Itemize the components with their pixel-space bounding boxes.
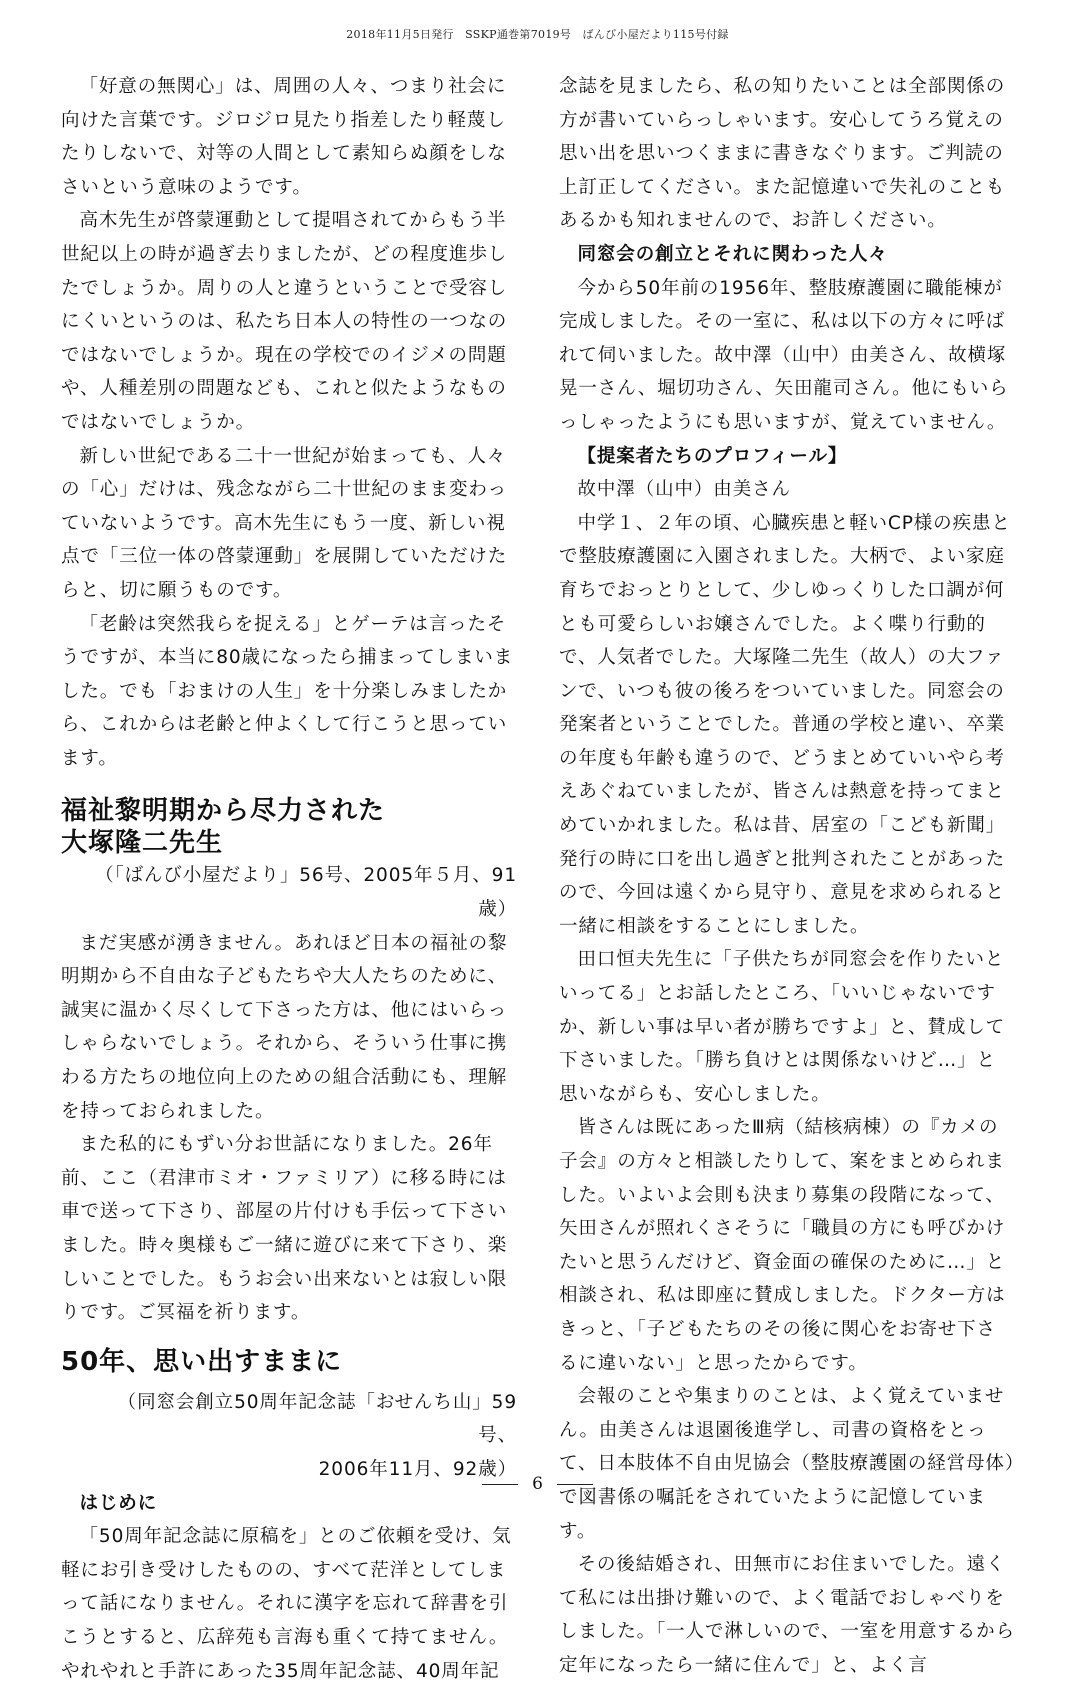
article-title-otsuka [61,795,517,859]
article-title-line: 福祉黎明期から尽力された [61,796,386,827]
article-source-line: （同窓会創立50周年記念誌「おせんち山」59号、 [117,1391,517,1447]
paragraph: 「老齢は突然我らを捉える」とゲーテは言ったそうですが、本当に80歳になったら捕まってしまいました。でも「おまけの人生」を十分楽しみましたから、これからは老齢と仲よくして行こうと思っています。 [61,613,514,769]
paragraph-continued: 念誌を見ましたら、私の知りたいことは全部関係の方が書いていらっしゃいます。安心してうろ覚えの思い出を思いつくままに書きなぐります。ご判読の上訂正してください。また記憶違いで失礼のこともあるかも知れませんので、お許しください。 [559,76,1006,232]
footer-rule [482,1484,518,1485]
paragraph: その後結婚され、田無市にお住まいでした。遠くて私には出掛け難いので、よく電話でおしゃべりをしました。「一人で淋しいので、一室を用意するから定年になったら一緒に住んで」と、よく言 [559,1554,1015,1676]
section-subhead: 【提案者たちのプロフィール】 [577,445,848,467]
article-source-line: 2006年11月、92歳） [318,1458,517,1480]
paragraph: 高木先生が啓蒙運動として提唱されてからもう半世紀以上の時が過ぎ去りましたが、どの程度進歩したでしょうか。周りの人と違うということで受容しにくいというのは、私たち日本人の特性の一つなのではないでしょうか。現在の学校でのイジメの問題や、人種差別の問題なども、これと似たようなものではないでしょうか。 [61,210,508,433]
paragraph: 田口恒夫先生に「子供たちが同窓会を作りたいといってる」とお話したところ、「いいじゃないですか、新しい事は早い者が勝ちですよ」と、賛成して下さいました。「勝ち負けとは関係ないけど…」と思いながらも、安心しました。 [559,949,1006,1105]
section-subhead: はじめに [79,1492,158,1514]
paragraph: 皆さんは既にあったⅢ病（結核病棟）の『カメの子会』の方々と相談したりして、案をまとめられました。いよいよ会則も決まり募集の段階になって、矢田さんが照れくさそうに「職員の方にも呼びかけたいと思うんだけど、資金面の確保のために…」と相談され、私は即座に賛成しました。ドクター方はきっと、「子どもたちのその後に関心をお寄せ下さるに違いない」と思ったからです。 [559,1117,1006,1374]
right-column [559,70,1015,1683]
issue-header: 2018年11月5日発行 SSKP通巻第7019号 ばんび小屋だより115号付録 [346,28,729,41]
paragraph: まだ実感が湧きません。あれほど日本の福祉の黎明期から不自由な子どもたちや大人たちのために、誠実に温かく尽くして下さった方は、他にはいらっしゃらないでしょう。それから、そういう仕事に携わる方たちの地位向上のための組合活動にも、理解を持っておられました。 [61,932,508,1122]
paragraph: 中学１、２年の頃、心臓疾患と軽いCP様の疾患とで整肢療護園に入園されました。大柄で、よい家庭育ちでおっとりとして、少しゆっくりした口調が何とも可愛らしいお嬢さんでした。よく喋り行動的で、人気者でした。大塚隆二先生（故人）の大ファンで、いつも彼の後ろをついていました。同窓会の発案者ということでした。普通の学校と違い、卒業の年度も年齢も違うので、どうまとめていいやら考えあぐねていましたが、皆さんは熱意を持ってまとめていかれました。私は昔、居室の「こども新聞」発行の時に口を出し過ぎと批判されたことがあったので、今回は遠くから見守り、意見を求められると一緒に相談をすることにしました。 [559,512,1011,937]
paragraph: 新しい世紀である二十一世紀が始まっても、人々の「心」だけは、残念ながら二十世紀のまま変わっていないようです。高木先生にもう一度、新しい視点で「三位一体の啓蒙運動」を展開していただけたらと、切に願うものです。 [61,445,508,601]
paragraph: 今から50年前の1956年、整肢療護園に職能棟が完成しました。その一室に、私は以下の方々に呼ばれて伺いました。故中澤（山中）由美さん、故横塚晃一さん、堀切功さん、矢田龍司さん。他にもいらっしゃったようにも思いますが、覚えていません。 [559,277,1009,433]
page-number: 6 [532,1474,543,1494]
paragraph: 「好意の無関心」は、周囲の人々、つまり社会に向けた言葉です。ジロジロ見たり指差したり軽蔑したりしないで、対等の人間として素知らぬ顔をしなさいという意味のようです。 [61,76,507,198]
page-footer [0,1474,1075,1494]
paragraph: 「50周年記念誌に原稿を」とのご依頼を受け、気軽にお引き受けしたものの、すべて茫洋としてしまって話になりません。それに漢字を忘れて辞書を引こうとすると、広辞苑も言海も重くて持てません。やれやれと手許にあった35周年記念誌、40周年記 [61,1526,512,1682]
article-title-50years: 50年、思い出すままに [61,1346,343,1377]
left-column [61,70,517,1688]
section-subhead: 同窓会の創立とそれに関わった人々 [577,243,888,265]
paragraph: また私的にもずい分お世話になりました。26年前、ここ（君津市ミオ・ファミリア）に移る時には車で送って下さり、部屋の片付けも手伝って下さいました。時々奥様もご一緒に遊びに来て下さり、楽しいことでした。もうお会い出来ないとは寂しい限りです。ご冥福を祈ります。 [61,1134,508,1324]
article-title-line: 大塚隆二先生 [61,828,224,859]
profile-name: 故中澤（山中）由美さん [577,479,791,501]
article-source: （「ばんび小屋だより」56号、2005年５月、91歳） [95,865,517,921]
paragraph: 会報のことや集まりのことは、よく覚えていません。由美さんは退園後進学し、司書の資格をとって、日本肢体不自由児協会（整肢療護園の経営母体）で図書係の嘱託をされていたように記憶しています。 [559,1386,1015,1542]
footer-rule [557,1484,593,1485]
